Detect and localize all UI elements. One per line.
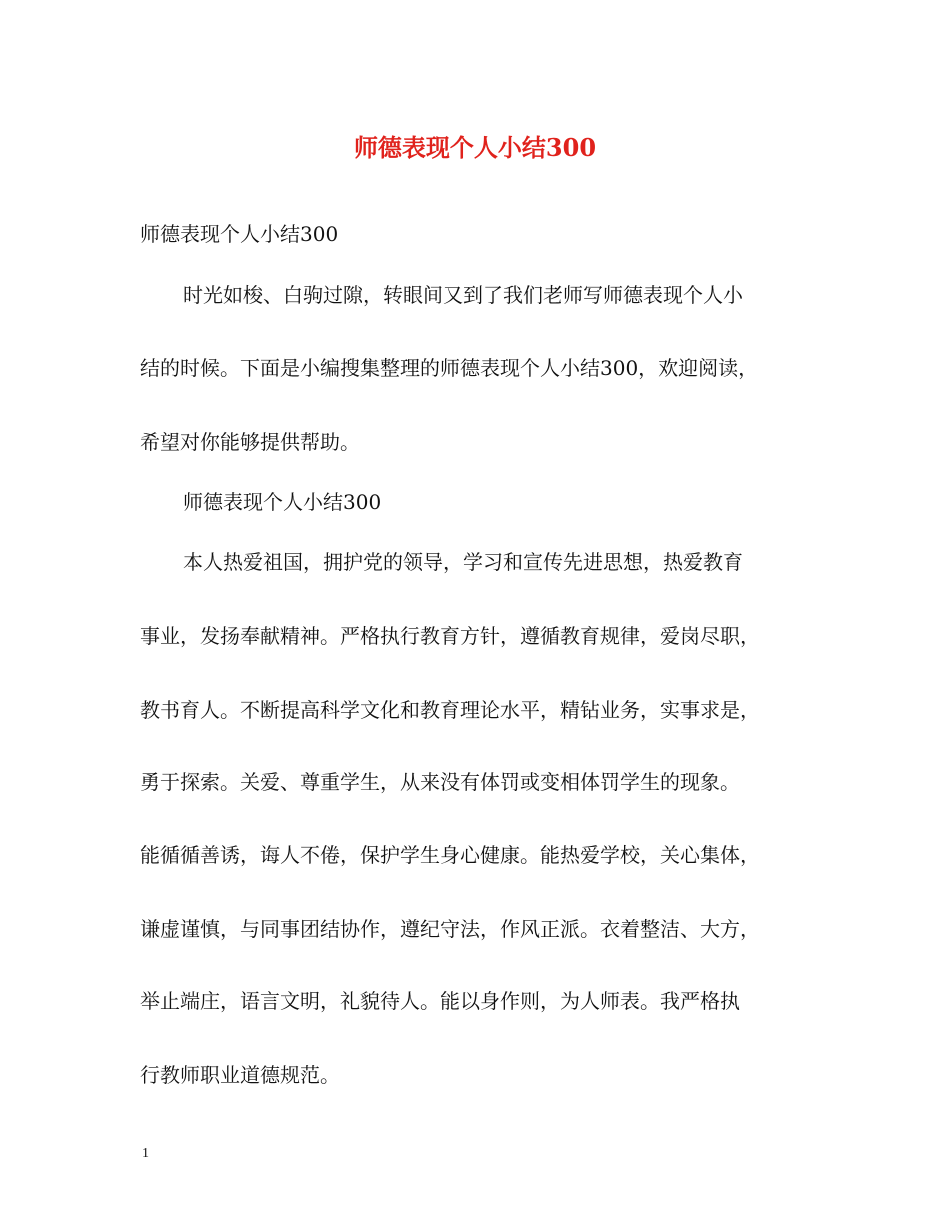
paragraph-2-line-8: 行教师职业道德规范。 xyxy=(140,1063,340,1087)
section-heading: 师德表现个人小结300 xyxy=(183,490,382,514)
paragraph-2-line-2: 事业，发扬奉献精神。严格执行教育方针，遵循教育规律，爱岗尽职， xyxy=(140,624,760,648)
document-subtitle: 师德表现个人小结300 xyxy=(140,222,339,246)
paragraph-2-line-3: 教书育人。不断提高科学文化和教育理论水平，精钻业务，实事求是， xyxy=(140,698,760,722)
paragraph-2-line-1: 本人热爱祖国，拥护党的领导，学习和宣传先进思想，热爱教育 xyxy=(183,550,743,574)
document-title: 师德表现个人小结300 xyxy=(353,133,597,162)
paragraph-1-line-1: 时光如梭、白驹过隙，转眼间又到了我们老师写师德表现个人小 xyxy=(183,283,743,307)
paragraph-2-line-7: 举止端庄，语言文明，礼貌待人。能以身作则，为人师表。我严格执 xyxy=(140,989,740,1013)
paragraph-1-line-3: 希望对你能够提供帮助。 xyxy=(140,430,360,454)
paragraph-2-line-5: 能循循善诱，诲人不倦，保护学生身心健康。能热爱学校，关心集体， xyxy=(140,843,760,867)
paragraph-2-line-4: 勇于探索。关爱、尊重学生，从来没有体罚或变相体罚学生的现象。 xyxy=(140,770,740,794)
paragraph-1-line-2: 结的时候。下面是小编搜集整理的师德表现个人小结300，欢迎阅读， xyxy=(140,356,759,380)
paragraph-2-line-6: 谦虚谨慎，与同事团结协作，遵纪守法，作风正派。衣着整洁、大方， xyxy=(140,917,760,941)
page-number: 1 xyxy=(142,1146,149,1161)
